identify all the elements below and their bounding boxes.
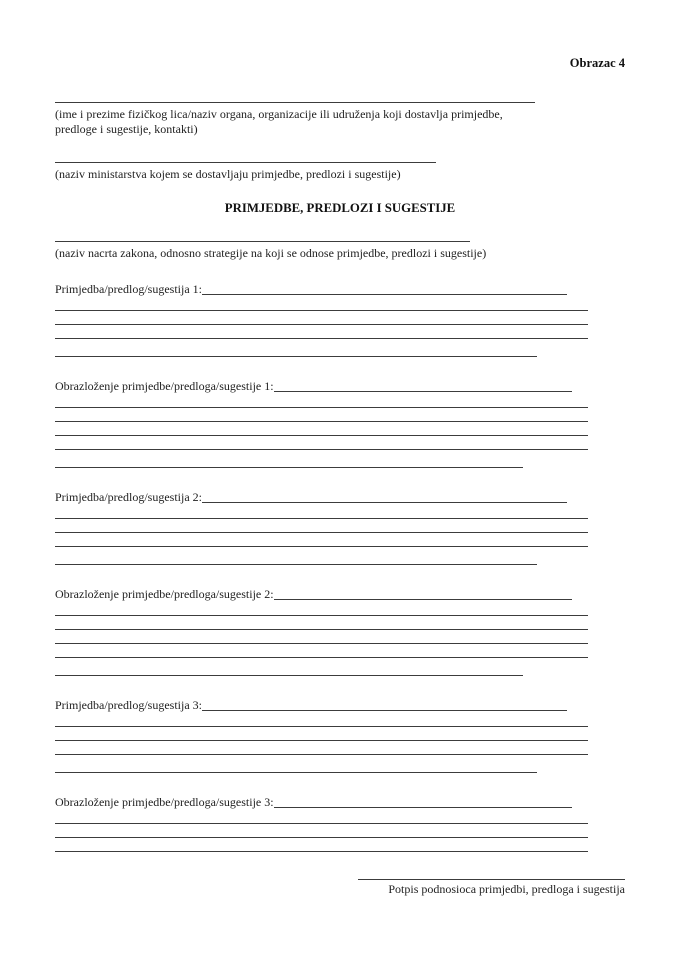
fill-line-short [55, 658, 523, 676]
section-label-row [55, 698, 567, 713]
fill-lines [55, 602, 625, 658]
fill-line [55, 436, 588, 450]
fill-lines [55, 713, 625, 755]
fill-lines [55, 505, 625, 547]
fill-line [55, 325, 588, 339]
fill-line [55, 311, 588, 325]
law-fill-line [55, 241, 470, 242]
fill-line [55, 533, 588, 547]
ministry-caption: (naziv ministarstva kojem se dostavljaju primjedbe, predlozi i sugestije) [55, 167, 401, 181]
section-label-row [55, 490, 567, 505]
section-primjedba-2 [55, 490, 625, 565]
fill-line [55, 810, 588, 824]
form-title: PRIMJEDBE, PREDLOZI I SUGESTIJE [224, 200, 456, 215]
fill-line-short [55, 755, 537, 773]
signature-fill-line [358, 879, 625, 880]
label-fill-line [274, 807, 572, 808]
section-obrazlozenje-1 [55, 379, 625, 468]
fill-line [55, 602, 588, 616]
law-caption: (naziv nacrta zakona, odnosno strategije na koji se odnose primjedbe, predlozi i sugestije) [55, 245, 487, 260]
section-label-row [55, 379, 572, 394]
section-label-row [55, 282, 567, 297]
submitter-caption-line2: predloge i sugestije, kontakti) [55, 121, 198, 136]
fill-line [55, 616, 588, 630]
label-fill-line [202, 294, 567, 295]
fill-line-short [55, 450, 523, 468]
label-fill-line [202, 710, 567, 711]
section-label: Primjedba/predlog/sugestija 2: [55, 490, 202, 504]
fill-line [55, 727, 588, 741]
fill-lines [55, 810, 625, 852]
fill-line-short [55, 547, 537, 565]
fill-line [55, 644, 588, 658]
fill-line [55, 505, 588, 519]
fill-line [55, 630, 588, 644]
fill-line [55, 519, 588, 533]
fill-lines [55, 394, 625, 450]
fill-lines [55, 297, 625, 339]
signature-block [55, 879, 625, 897]
fill-line [55, 838, 588, 852]
label-fill-line [202, 502, 567, 503]
section-label: Obrazloženje primjedbe/predloga/sugestije 1: [55, 379, 274, 393]
section-obrazlozenje-2 [55, 587, 625, 676]
label-fill-line [274, 599, 572, 600]
fill-line [55, 422, 588, 436]
section-label: Primjedba/predlog/sugestija 1: [55, 282, 202, 296]
section-primjedba-1 [55, 282, 625, 357]
section-obrazlozenje-3 [55, 795, 625, 852]
fill-line [55, 394, 588, 408]
fill-line-short [55, 339, 537, 357]
form-number-badge: Obrazac 4 [569, 56, 625, 70]
section-label: Primjedba/predlog/sugestija 3: [55, 698, 202, 712]
label-fill-line [274, 391, 572, 392]
section-label-row [55, 587, 572, 602]
submitter-fill-line [55, 102, 535, 103]
fill-line [55, 824, 588, 838]
fill-line [55, 741, 588, 755]
signature-caption: Potpis podnosioca primjedbi, predloga i sugestija [388, 882, 625, 896]
section-label: Obrazloženje primjedbe/predloga/sugestije 3: [55, 795, 274, 809]
section-label-row [55, 795, 572, 810]
fill-line [55, 297, 588, 311]
section-label: Obrazloženje primjedbe/predloga/sugestije 2: [55, 587, 274, 601]
ministry-fill-line [55, 162, 436, 163]
section-primjedba-3 [55, 698, 625, 773]
submitter-caption-line1: (ime i prezime fizičkog lica/naziv organa, organizacije ili udruženja koji dostavlja primjedbe, [55, 107, 503, 121]
fill-line [55, 713, 588, 727]
fill-line [55, 408, 588, 422]
